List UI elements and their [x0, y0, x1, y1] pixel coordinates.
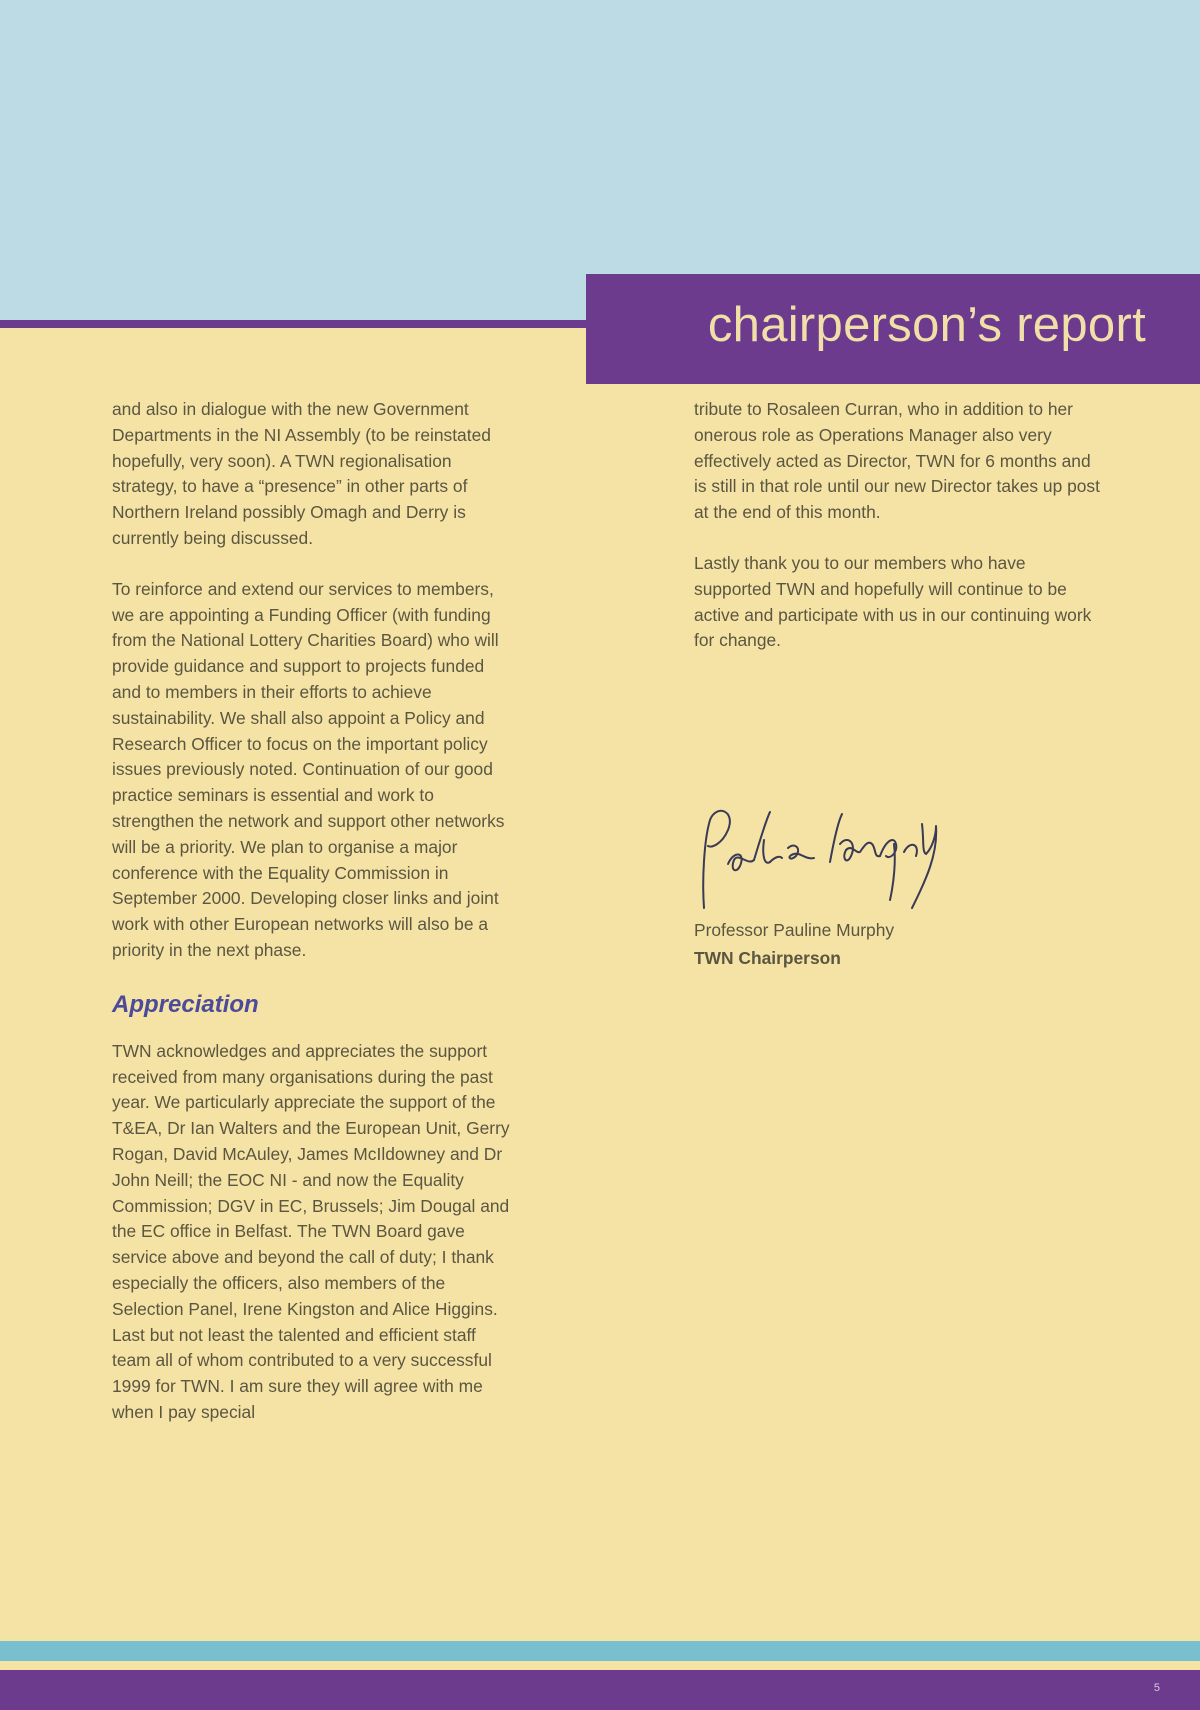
- left-paragraph-1: and also in dialogue with the new Government Departments in the NI Assembly (to be reinstated hopefully, very soon). A TWN regionalisation strategy, to have a “presence” in other parts of Northern Ireland possibly Omagh and Derry is currently being discussed.: [112, 399, 491, 548]
- bottom-purple-band: [0, 1670, 1200, 1710]
- appreciation-paragraph: TWN acknowledges and appreciates the support received from many organisations during the past year. We particularly appreciate the support of the T&EA, Dr Ian Walters and the European Unit, Gerry Rogan, David McAuley, James McIldowney and Dr John Neill; the EOC NI - and now the Equality Commission; DGV in EC, Brussels; Jim Dougal and the EC office in Belfast. The TWN Board gave service above and beyond the call of duty; I thank especially the officers, also members of the Selection Panel, Irene Kingston and Alice Higgins. Last but not least the talented and efficient staff team all of whom contributed to a very successful 1999 for TWN. I am sure they will agree with me when I pay special: [112, 1040, 510, 1422]
- right-text-column: [694, 397, 1104, 679]
- appreciation-heading: Appreciation: [112, 990, 259, 1018]
- title-banner: [586, 274, 1200, 384]
- left-text-column: [112, 397, 517, 1451]
- handwritten-signature: [690, 800, 980, 915]
- top-divider-rule: [0, 320, 590, 328]
- signer-name: Professor Pauline Murphy: [694, 920, 895, 940]
- page-number: 5: [1153, 1682, 1160, 1694]
- signer-role: TWN Chairperson: [694, 948, 841, 968]
- right-paragraph-1: tribute to Rosaleen Curran, who in addition to her onerous role as Operations Manager also very effectively acted as Director, TWN for 6 months and is still in that role until our new Director takes up post at the end of this month.: [694, 399, 1100, 523]
- page-title: [586, 274, 1200, 376]
- left-paragraph-2: To reinforce and extend our services to members, we are appointing a Funding Officer (with funding from the National Lottery Charities Board) who will provide guidance and support to projects funded and to members in their efforts to achieve sustainability. We shall also appoint a Policy and Research Officer to focus on the important policy issues previously noted. Continuation of our good practice seminars is essential and work to strengthen the network and support other networks will be a priority. We plan to organise a major conference with the Equality Commission in September 2000. Developing closer links and joint work with other European networks will also be a priority in the next phase.: [112, 578, 505, 960]
- bottom-teal-stripe: [0, 1641, 1200, 1661]
- page-title-text: chairperson’s report: [707, 298, 1146, 352]
- signer-block: [694, 916, 1094, 972]
- right-paragraph-2: Lastly thank you to our members who have supported TWN and hopefully will continue to be active and participate with us in our continuing work for change.: [694, 552, 1092, 651]
